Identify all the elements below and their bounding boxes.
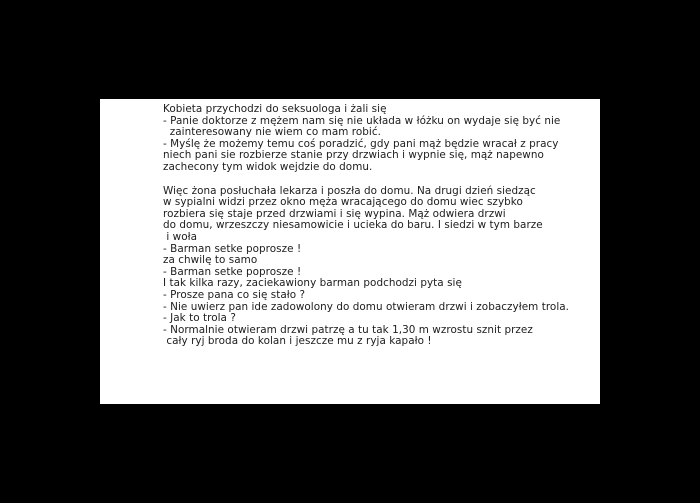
text-line: - Panie doktorze z mężem nam się nie układa w łóżku on wydaje się być nie [163,114,561,127]
text-line: I tak kilka razy, zaciekawiony barman podchodzi pyta się [163,277,462,290]
text-line: do domu, wrzeszczy niesamowicie i ucieka do baru. I siedzi w tym barze [163,219,543,232]
text-line: - Prosze pana co się stało ? [163,288,306,301]
text-line: - Normalnie otwieram drzwi patrzę a tu tak 1,30 m wzrostu sznit przez [163,323,533,336]
text-line: cały ryj broda do kolan i jeszcze mu z ryja kapało ! [163,335,432,348]
text-line: za chwilę to samo [163,254,258,267]
text-line: Więc żona posłuchała lekarza i poszła do domu. Na drugi dzień siedząc [163,184,536,197]
text-line: - Jak to trola ? [163,312,236,325]
text-line: - Barman setke poprosze ! [163,265,302,278]
text-line: zachecony tym widok wejdzie do domu. [163,160,373,173]
text-line: - Myślę że możemy temu coś poradzić, gdy pani mąż będzie wracał z pracy [163,137,559,150]
text-line: niech pani sie rozbierze stanie przy drzwiach i wypnie się, mąż napewno [163,149,544,162]
text-line: - Nie uwierz pan ide zadowolony do domu otwieram drzwi i zobaczyłem trola. [163,300,570,313]
document-text [163,104,595,348]
text-line: rozbiera się staje przed drzwiami i się wypina. Mąż odwiera drzwi [163,207,506,220]
text-line: zainteresowany nie wiem co mam robić. [163,126,381,139]
text-line: - Barman setke poprosze ! [163,242,302,255]
document-page [100,99,600,404]
paragraph-gap [163,174,595,186]
text-line: Kobieta przychodzi do seksuologa i żali się [163,103,387,115]
text-line: i woła [163,230,198,243]
text-line: w sypialni widzi przez okno męża wracającego do domu wiec szybko [163,196,523,209]
